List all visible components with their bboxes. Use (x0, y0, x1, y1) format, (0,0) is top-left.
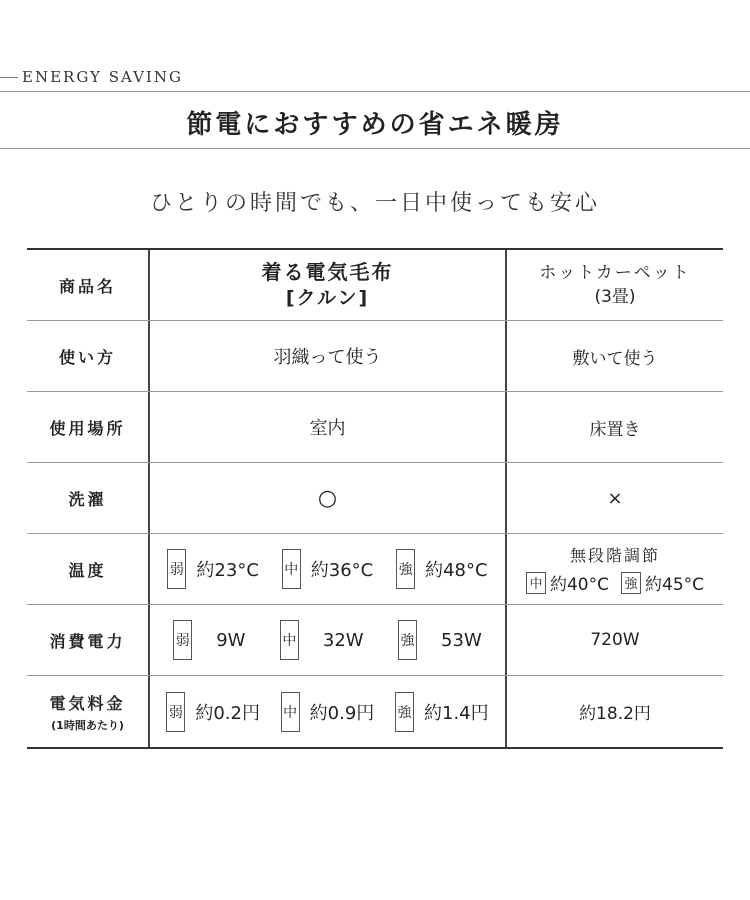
level-item (621, 570, 704, 595)
page-subtitle: ひとりの時間でも、一日中使っても安心 (149, 191, 600, 216)
level-value: 約48°C (425, 560, 488, 581)
row-label: 商品名 (58, 276, 116, 296)
level-tag: 弱 (173, 620, 192, 660)
table-row-cost (27, 676, 723, 747)
row-label: 使用場所 (49, 418, 126, 438)
level-tag: 強 (396, 549, 415, 589)
table-row-product (27, 250, 723, 321)
usage-a: 羽織って使う (148, 321, 507, 391)
level-tag: 弱 (167, 549, 186, 589)
level-item (281, 692, 375, 732)
page-title: 節電におすすめの省エネ暖房 (186, 110, 564, 140)
level-tag: 中 (526, 572, 546, 594)
table-row-wash (27, 463, 723, 534)
product-a-subname: [クルン] (285, 287, 370, 309)
level-tag: 中 (282, 549, 301, 589)
level-tag: 強 (621, 572, 641, 594)
level-item (166, 692, 260, 732)
table-row-temperature (27, 534, 723, 605)
level-value: 約23°C (196, 560, 259, 581)
product-b-cell (507, 250, 723, 320)
level-tag: 弱 (166, 692, 185, 732)
level-item (396, 549, 487, 589)
level-item (173, 620, 245, 660)
product-a-name: 着る電気毛布 (261, 260, 394, 284)
cost-b: 約18.2円 (579, 704, 651, 724)
power-b: 720W (590, 630, 640, 650)
table-row-place (27, 392, 723, 463)
title-band (0, 91, 750, 149)
row-label-cost (27, 676, 148, 747)
power-a (148, 605, 507, 675)
level-value: 32W (322, 629, 364, 651)
level-value: 9W (216, 629, 246, 651)
temp-b (507, 534, 723, 604)
product-a-cell (148, 250, 507, 320)
row-label: 消費電力 (49, 631, 126, 651)
usage-b: 敷いて使う (572, 348, 658, 369)
place-b: 床置き (589, 419, 641, 440)
level-value: 約1.4円 (424, 702, 489, 724)
level-tag: 強 (395, 692, 414, 732)
table-row-power (27, 605, 723, 676)
eyebrow-label: ENERGY SAVING (22, 68, 183, 86)
level-value: 約45°C (645, 575, 705, 595)
row-label: 温度 (68, 560, 107, 580)
wash-b: × (607, 487, 623, 509)
wash-a: ○ (148, 463, 507, 533)
cost-a (148, 676, 507, 747)
level-value: 約40°C (549, 575, 609, 595)
row-label: 洗濯 (68, 489, 107, 509)
temp-a (148, 534, 507, 604)
row-label: 使い方 (58, 347, 116, 367)
row-label: 電気料金 (49, 693, 126, 713)
level-tag: 中 (280, 620, 299, 660)
level-value: 約0.9円 (309, 702, 375, 724)
product-b-name: ホットカーペット (539, 263, 691, 283)
level-tag: 強 (398, 620, 417, 660)
row-label-note: (1時間あたり) (51, 718, 124, 732)
product-b-subname: (3畳) (594, 287, 636, 307)
level-item (398, 620, 482, 660)
table-row-usage (27, 321, 723, 392)
place-a: 室内 (148, 392, 507, 462)
level-value: 約36°C (310, 560, 374, 581)
level-item (280, 620, 364, 660)
level-item (282, 549, 373, 589)
level-value: 約0.2円 (195, 702, 260, 724)
eyebrow-rule (0, 77, 18, 78)
level-item (526, 570, 609, 595)
level-item (167, 549, 258, 589)
level-value: 53W (441, 629, 482, 651)
level-tag: 中 (281, 692, 300, 732)
comparison-table (27, 248, 723, 749)
level-item (395, 692, 489, 732)
temp-b-note: 無段階調節 (569, 546, 660, 565)
